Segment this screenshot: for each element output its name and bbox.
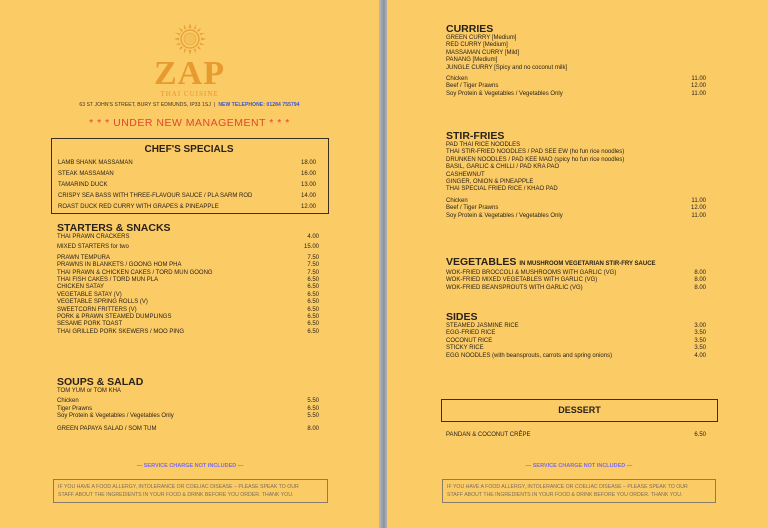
menu-item	[57, 314, 319, 321]
item-name: CRISPY SEA BASS WITH THREE-FLAVOUR SAUCE / PLA SARM ROD	[58, 193, 253, 199]
allergy-line: STAFF ABOUT THE INGREDIENTS IN YOUR FOOD & DRINK BEFORE YOU ORDER. THANK YOU.	[447, 492, 683, 498]
item-price: 11.00	[691, 197, 706, 204]
item-name: GREEN PAPAYA SALAD / SOM TUM	[57, 425, 157, 432]
dish-type: THAI STIR-FRIED NOODLES / PAD SEE EW (ho fun rice noodles)	[446, 149, 625, 156]
menu-item	[446, 198, 706, 205]
menu-item	[57, 255, 319, 262]
dessert-box: DESSERT	[441, 399, 718, 422]
menu-item	[57, 277, 319, 284]
menu-item	[57, 292, 319, 299]
menu-item	[57, 406, 319, 413]
brand-subtitle: THAI CUISINE	[160, 90, 219, 98]
menu-item	[58, 191, 320, 202]
service-charge-notice: — SERVICE CHARGE NOT INCLUDED —	[136, 463, 244, 469]
logo	[0, 22, 379, 98]
menu-item	[446, 345, 706, 352]
telephone-link[interactable]: NEW TELEPHONE: 01284 755794	[218, 102, 300, 108]
menu-item	[57, 284, 319, 291]
item-price: 12.00	[690, 83, 706, 90]
item-price: 11.00	[691, 76, 706, 83]
item-name: PANDAN & COCONUT CRÊPE	[446, 432, 531, 438]
item-price: 8.00	[694, 284, 706, 291]
item-price: 8.00	[307, 425, 319, 432]
menu-item	[57, 234, 319, 241]
menu-item	[446, 205, 706, 212]
item-price: 5.50	[307, 413, 319, 420]
menu-item	[57, 426, 319, 433]
address-text: 63 ST JOHN'S STREET, BURY ST EDMUNDS, IP33 1SJ	[79, 102, 211, 108]
item-price: 3.50	[694, 337, 706, 344]
item-name: Beef / Tiger Prawns	[446, 205, 499, 212]
item-name: EGG NOODLES (with beansprouts, carrots and spring onions)	[446, 352, 613, 359]
item-price: 8.00	[694, 277, 706, 284]
item-name: PRAWNS IN BLANKETS / GOONG HOM PHA	[57, 262, 182, 269]
menu-item	[57, 321, 319, 328]
allergy-notice	[53, 479, 328, 503]
starters-section	[57, 222, 319, 336]
item-name: STEAMED JASMINE RICE	[446, 323, 519, 329]
allergy-notice	[442, 479, 716, 503]
item-price: 14.00	[300, 193, 316, 199]
address-separator: |	[213, 102, 216, 108]
section-subtitle: TOM YUM or TOM KHA	[57, 388, 121, 394]
menu-item	[57, 262, 319, 269]
section-title: SOUPS & SALAD	[57, 376, 144, 388]
menu-item	[446, 285, 706, 292]
item-name: Chicken	[57, 398, 79, 405]
item-price: 6.50	[307, 306, 319, 313]
allergy-line: IF YOU HAVE A FOOD ALLERGY, INTOLERANCE OR COELIAC DISEASE – PLEASE SPEAK TO OUR	[447, 484, 688, 490]
item-name: CHICKEN SATAY	[57, 284, 105, 291]
item-price: 4.00	[694, 352, 706, 359]
soups-section	[57, 376, 319, 433]
item-price: 11.00	[691, 90, 706, 97]
dish-type: PANANG [Medium]	[446, 57, 498, 64]
menu-item	[446, 323, 706, 330]
dish-type: GREEN CURRY [Medium]	[446, 35, 517, 41]
menu-item	[446, 277, 706, 284]
item-price: 6.50	[307, 405, 319, 412]
item-price: 12.00	[300, 204, 316, 210]
item-price: 3.50	[694, 330, 706, 337]
item-price: 3.50	[694, 345, 706, 352]
item-name: EGG-FRIED RICE	[446, 330, 496, 337]
item-name: TAMARIND DUCK	[58, 182, 108, 188]
dish-type: RED CURRY [Medium]	[446, 42, 508, 49]
chefs-specials-box	[51, 138, 329, 214]
item-price: 6.50	[307, 314, 319, 321]
menu-item	[58, 169, 320, 180]
item-name: THAI PRAWN CRACKERS	[57, 234, 130, 240]
item-name: STICKY RICE	[446, 345, 484, 352]
menu-item	[446, 213, 706, 220]
dish-type: MASSAMAN CURRY [Mild]	[446, 49, 520, 56]
item-price: 6.50	[694, 432, 706, 438]
item-price: 8.00	[694, 270, 706, 276]
stir-fries-section	[446, 130, 706, 220]
item-name: ROAST DUCK RED CURRY WITH GRAPES & PINEAPPLE	[58, 204, 219, 210]
management-notice: * * * UNDER NEW MANAGEMENT * * *	[89, 117, 290, 129]
menu-item	[446, 338, 706, 345]
item-price: 6.50	[307, 321, 319, 328]
item-price: 18.00	[300, 160, 316, 166]
item-name: THAI PRAWN & CHICKEN CAKES / TORD MUN GOONG	[57, 269, 213, 276]
dish-type: GINGER, ONION & PINEAPPLE	[446, 179, 534, 186]
item-price: 6.50	[307, 284, 319, 291]
item-name: COCONUT RICE	[446, 337, 493, 344]
item-name: MIXED STARTERS for two	[57, 244, 129, 251]
menu-item	[58, 180, 320, 191]
sides-section	[446, 311, 706, 360]
section-title: STIR-FRIES	[446, 130, 505, 142]
item-price: 11.00	[691, 212, 706, 219]
item-name: WOK-FRIED BEANSPROUTS WITH GARLIC (VG)	[446, 284, 583, 291]
menu-item	[58, 158, 320, 169]
dish-type: CASHEWNUT	[446, 171, 485, 178]
item-name: Beef / Tiger Prawns	[446, 83, 499, 90]
item-price: 5.50	[307, 398, 319, 405]
menu-item	[57, 244, 319, 251]
item-price: 6.50	[307, 291, 319, 298]
section-title: VEGETABLES IN MUSHROOM VEGETARIAN STIR-FRY SAUCE	[446, 256, 656, 268]
item-name: Chicken	[446, 76, 468, 83]
item-name: VEGETABLE SATAY (V)	[57, 291, 122, 298]
item-name: Soy Protein & Vegetables / Vegetables Only	[57, 413, 174, 420]
item-name: STEAK MASSAMAN	[58, 171, 114, 177]
item-price: 15.00	[303, 244, 319, 251]
allergy-line: IF YOU HAVE A FOOD ALLERGY, INTOLERANCE OR COELIAC DISEASE – PLEASE SPEAK TO OUR	[58, 484, 299, 490]
item-price: 6.50	[307, 299, 319, 306]
item-name: SWEETCORN FRITTERS (V)	[57, 306, 137, 313]
menu-item	[57, 329, 319, 336]
item-name: LAMB SHANK MASSAMAN	[58, 160, 133, 166]
sun-logo-icon	[173, 22, 207, 56]
brand-name: ZAP	[154, 55, 225, 92]
chefs-specials-title: CHEF'S SPECIALS	[144, 144, 234, 155]
menu-item	[446, 330, 706, 337]
item-price: 12.00	[690, 205, 706, 212]
menu-item	[446, 432, 706, 439]
item-price: 6.50	[307, 328, 319, 335]
item-name: THAI FISH CAKES / TORD MUN PLA	[57, 277, 159, 284]
menu-item	[57, 398, 319, 405]
item-price: 7.50	[307, 269, 319, 276]
item-name: Chicken	[446, 197, 468, 204]
item-price: 13.00	[300, 182, 316, 188]
item-price: 16.00	[300, 171, 316, 177]
menu-item	[57, 413, 319, 420]
dish-type: JUNGLE CURRY [Spicy and no coconut milk]	[446, 64, 568, 71]
item-name: WOK-FRIED MIXED VEGETABLES WITH GARLIC (VG)	[446, 277, 598, 284]
menu-item	[57, 270, 319, 277]
item-price: 7.50	[307, 262, 319, 269]
menu-item	[446, 76, 706, 83]
item-name: WOK-FRIED BROCCOLI & MUSHROOMS WITH GARLIC (VG)	[446, 270, 617, 276]
dish-type: DRUNKEN NOODLES / PAD KEE MAO (spicy ho fun rice noodles)	[446, 156, 625, 163]
menu-item	[58, 202, 320, 213]
item-price: 4.00	[307, 234, 319, 240]
section-subtitle: IN MUSHROOM VEGETARIAN STIR-FRY SAUCE	[519, 261, 656, 267]
curries-section	[446, 23, 706, 98]
dish-type: BASIL, GARLIC & CHILLI / PAD KRA PAO	[446, 164, 560, 171]
item-name: PRAWN TEMPURA	[57, 254, 111, 261]
item-price: 7.50	[307, 254, 319, 261]
item-price: 3.00	[694, 323, 706, 329]
address-line	[0, 102, 379, 108]
item-name: Soy Protein & Vegetables / Vegetables Only	[446, 212, 563, 219]
item-name: VEGETABLE SPRING ROLLS (V)	[57, 299, 148, 306]
section-title: CURRIES	[446, 23, 494, 35]
item-name: PORK & PRAWN STEAMED DUMPLINGS	[57, 314, 172, 321]
section-title: SIDES	[446, 311, 478, 323]
menu-item	[57, 299, 319, 306]
dessert-section	[446, 432, 706, 439]
dish-type: THAI SPECIAL FRIED RICE / KHAO PAD	[446, 186, 558, 193]
item-name: THAI GRILLED PORK SKEWERS / MOO PING	[57, 328, 185, 335]
page-divider	[379, 0, 387, 528]
item-name: Soy Protein & Vegetables / Vegetables Only	[446, 90, 563, 97]
vegetables-section	[446, 256, 706, 292]
service-charge-notice: — SERVICE CHARGE NOT INCLUDED —	[525, 463, 633, 469]
menu-item	[446, 270, 706, 277]
allergy-line: STAFF ABOUT THE INGREDIENTS IN YOUR FOOD & DRINK BEFORE YOU ORDER. THANK YOU.	[58, 492, 294, 498]
item-name: Tiger Prawns	[57, 405, 93, 412]
menu-item	[446, 91, 706, 98]
menu-item	[446, 353, 706, 360]
menu-item	[57, 307, 319, 314]
item-price: 6.50	[307, 277, 319, 284]
section-title: STARTERS & SNACKS	[57, 222, 171, 234]
item-name: SESAME PORK TOAST	[57, 321, 123, 328]
dish-type: PAD THAI RICE NOODLES	[446, 142, 521, 148]
menu-item	[446, 83, 706, 90]
